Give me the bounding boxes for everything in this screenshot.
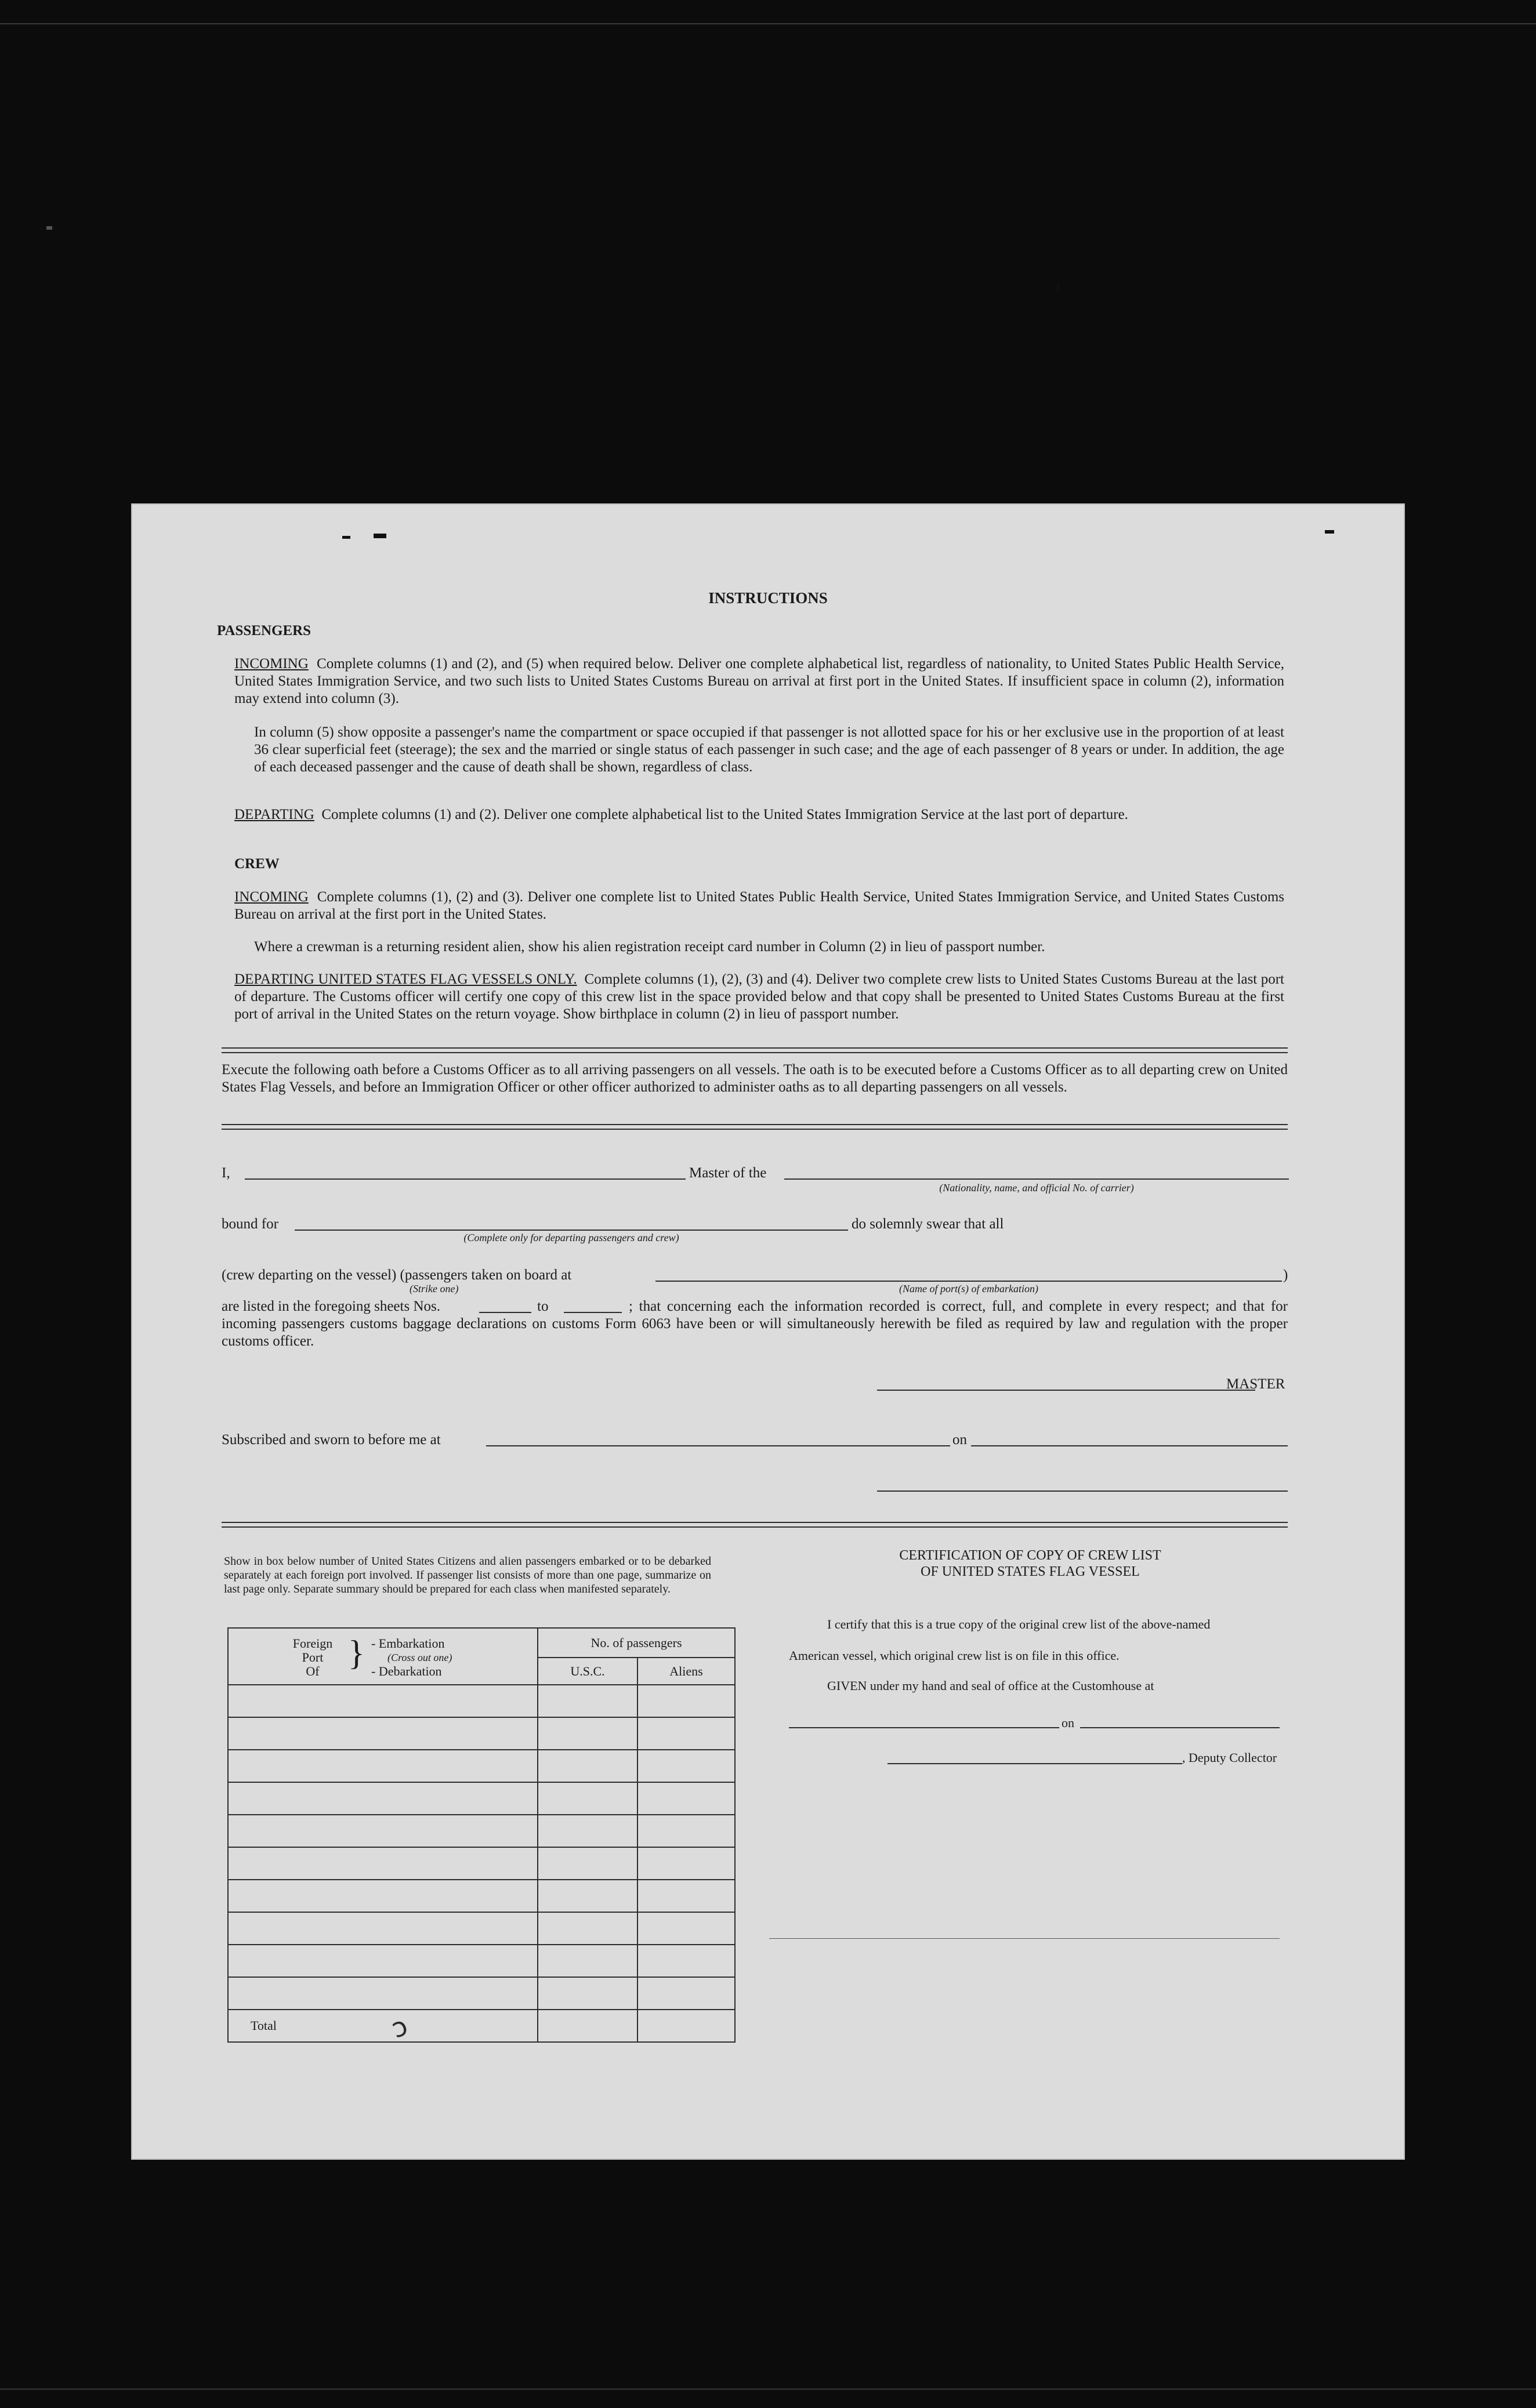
passengers-column5-text: In column (5) show opposite a passenger's name the compartment or space occupied if that passenger is not allotted space for his or her exclusive use in the proportion of at least 36 clear superficial feet (steerage); the sex and the married or single status of each passenger in such case; and the age of each passenger of 8 years or under. In addition, the age of each deceased passenger and the cause of death shall be shown, regardless of class. [254,724,1284,775]
oath-solemnly-swear: do solemnly swear that all [852,1216,1004,1232]
summary-row [228,1717,735,1750]
certification-date-field[interactable] [1080,1727,1280,1728]
certification-title-line1: CERTIFICATION OF COPY OF CREW LIST [899,1548,1161,1563]
passengers-departing-text: Complete columns (1) and (2). Deliver one complete alphabetical list to the United States Immigration Service at the last port of departure. [321,807,1128,822]
foreign-port-word: Of [306,1664,320,1678]
usc-cell[interactable] [538,1815,637,1847]
usc-cell[interactable] [538,1912,637,1945]
aliens-cell[interactable] [637,1977,735,2010]
port-cell[interactable] [228,1945,538,1977]
total-usc-cell[interactable] [538,2010,637,2042]
certification-certify-line2: American vessel, which original crew list is on file in this office. [789,1648,1120,1663]
summary-row [228,1945,735,1977]
carrier-field[interactable] [784,1178,1289,1180]
crew-resident-text: Where a crewman is a returning resident alien, show his alien registration receipt card number in Column (2) in lieu of passport number. [254,939,1045,955]
brace-glyph: } [348,1634,365,1672]
port-cell[interactable] [228,1685,538,1717]
crew-departing-text: Complete columns (1), (2), (3) and (4). Deliver two complete crew lists to United States Customs Bureau at the last port of departure. The Customs officer will certify one copy of this crew list in the space provided below and that copy shall be presented to United States Customs Bureau at the first port of arrival in the United States on the return voyage. Show birthplace in column (2) in lieu of passport number. [234,971,1284,1022]
summary-row [228,1750,735,1782]
crew-departing-paragraph [234,971,1284,1023]
oath-subscribed: Subscribed and sworn to before me at [222,1432,441,1448]
carrier-caption: (Nationality, name, and official No. of carrier) [939,1182,1134,1194]
ink-mark [1325,530,1334,534]
aliens-cell[interactable] [637,1847,735,1880]
usc-header: U.S.C. [538,1658,637,1685]
oath-intro: Execute the following oath before a Customs Officer as to all arriving passengers on all vessels. The oath is to be executed before a Customs Officer as to all departing crew on United States Flag Vessels, and before an Immigration Officer or other officer authorized to administer oaths as to all departing passengers on all vessels. [222,1062,1288,1095]
total-label: Total [228,2010,538,2042]
section-divider [222,1124,1288,1130]
embark-debark-labels [371,1637,452,1678]
aliens-header: Aliens [637,1658,735,1685]
ink-mark [342,536,350,539]
port-cell[interactable] [228,1912,538,1945]
summary-row [228,1912,735,1945]
certification-title-line2: OF UNITED STATES FLAG VESSEL [921,1564,1140,1579]
deputy-collector-signature-field[interactable] [887,1763,1182,1764]
certification-on: on [1062,1716,1074,1730]
aliens-cell[interactable] [637,1912,735,1945]
crew-incoming-text: Complete columns (1), (2) and (3). Deliver one complete list to United States Public Health Service, United States Immigration Service, and United States Customs Bureau on arrival at the first port in the United States. [234,889,1284,922]
handwritten-mark: ↄ [387,2010,412,2044]
summary-row [228,1815,735,1847]
summary-instructions: Show in box below number of United States Citizens and alien passengers embarked or to be debarked separately at each foreign port involved. If passenger list consists of more than one page, summarize on last page only. Separate summary should be prepared for each class when manifested separately. [224,1555,711,1595]
passenger-summary-table [227,1627,736,2043]
usc-cell[interactable] [538,1717,637,1750]
oath-close-paren: ) [1283,1267,1288,1283]
master-name-field[interactable] [245,1178,686,1180]
port-cell[interactable] [228,1782,538,1815]
passengers-incoming-text: Complete columns (1) and (2), and (5) when required below. Deliver one complete alphabetical list, regardless of nationality, to United States Public Health Service, United States Immigration Service, and two such lists to United States Customs Bureau on arrival at first port in the United States. If insufficient space in column (2), information may extend into column (3). [234,656,1285,706]
document-page [131,503,1405,2160]
subscribed-place-field[interactable] [486,1445,950,1446]
usc-cell[interactable] [538,1945,637,1977]
aliens-cell[interactable] [637,1685,735,1717]
oath-master-signature-label: MASTER [1226,1376,1285,1392]
officer-signature-field[interactable] [877,1491,1288,1492]
customhouse-field[interactable] [789,1727,1059,1728]
crew-incoming-paragraph [234,889,1284,923]
page-title: INSTRUCTIONS [708,589,828,607]
usc-cell[interactable] [538,1880,637,1912]
summary-row [228,1847,735,1880]
aliens-cell[interactable] [637,1750,735,1782]
usc-cell[interactable] [538,1782,637,1815]
oath-crew-passengers: (crew departing on the vessel) (passengers taken on board at [222,1267,572,1283]
film-edge-top [0,23,1536,24]
ink-mark [374,534,386,538]
film-edge-bottom [0,2388,1536,2390]
port-cell[interactable] [228,1847,538,1880]
summary-row [228,1977,735,2010]
usc-cell[interactable] [538,1847,637,1880]
summary-row [228,1880,735,1912]
oath-listed-a: are listed in the foregoing sheets Nos. [222,1299,440,1314]
master-signature-field[interactable] [877,1390,1255,1391]
certification-given: GIVEN under my hand and seal of office at the Customhouse at [827,1678,1154,1693]
oath-listed-b: ; that concerning each the information recorded is correct, full, and complete in every respect; and that for incoming passengers customs baggage declarations on customs Form 6063 have been or will simultaneously herewith be filed as required by law and regulation with the proper customs officer. [222,1299,1288,1349]
passengers-incoming-label: INCOMING [234,656,309,672]
foreign-port-label [281,1637,345,1678]
oath-master-of-the: Master of the [689,1165,767,1181]
usc-cell[interactable] [538,1750,637,1782]
ports-caption: (Name of port(s) of embarkation) [899,1283,1038,1294]
usc-cell[interactable] [538,1685,637,1717]
aliens-cell[interactable] [637,1945,735,1977]
foreign-port-word: Foreign [292,1636,333,1651]
aliens-cell[interactable] [637,1880,735,1912]
bound-caption: (Complete only for departing passengers and crew) [463,1232,679,1243]
passengers-incoming-paragraph [234,655,1284,708]
certification-title [856,1547,1204,1580]
certification-certify-line1: I certify that this is a true copy of the original crew list of the above-named [827,1617,1211,1631]
oath-listed-to: to [537,1299,549,1314]
port-cell[interactable] [228,1977,538,2010]
aliens-cell[interactable] [637,1782,735,1815]
dust-speck [1057,284,1059,290]
section-divider [222,1522,1288,1528]
passengers-departing-label: DEPARTING [234,807,314,822]
no-of-passengers-header: No. of passengers [538,1628,735,1658]
summary-row [228,1782,735,1815]
subscribed-date-field[interactable] [971,1445,1288,1446]
aliens-cell[interactable] [637,1717,735,1750]
section-divider [222,1047,1288,1053]
strike-one-caption: (Strike one) [410,1283,459,1294]
embarkation-label[interactable]: - Embarkation [371,1636,445,1651]
crew-departing-label: DEPARTING UNITED STATES FLAG VESSELS ONLY. [234,971,577,987]
faint-bleed-line [769,1938,1280,1939]
port-cell[interactable] [228,1815,538,1847]
port-cell[interactable] [228,1717,538,1750]
deputy-collector-label: , Deputy Collector [1182,1750,1277,1765]
crew-heading: CREW [234,856,280,872]
usc-cell[interactable] [538,1977,637,2010]
crew-incoming-label: INCOMING [234,889,309,905]
dust-speck [46,226,52,230]
ports-embarkation-field[interactable] [655,1281,1282,1282]
oath-i-label: I, [222,1165,230,1181]
debarkation-label[interactable]: - Debarkation [371,1664,442,1678]
total-aliens-cell[interactable] [637,2010,735,2042]
passengers-heading: PASSENGERS [217,623,311,639]
cross-out-caption: (Cross out one) [387,1652,452,1663]
port-cell[interactable] [228,1880,538,1912]
summary-row [228,1685,735,1717]
bound-for-field[interactable] [295,1230,848,1231]
port-cell[interactable] [228,1750,538,1782]
oath-bound-for: bound for [222,1216,278,1232]
passengers-departing-paragraph [234,806,1284,824]
foreign-port-word: Port [302,1650,324,1664]
foreign-port-header-cell [228,1628,538,1685]
aliens-cell[interactable] [637,1815,735,1847]
oath-on: on [952,1432,967,1448]
